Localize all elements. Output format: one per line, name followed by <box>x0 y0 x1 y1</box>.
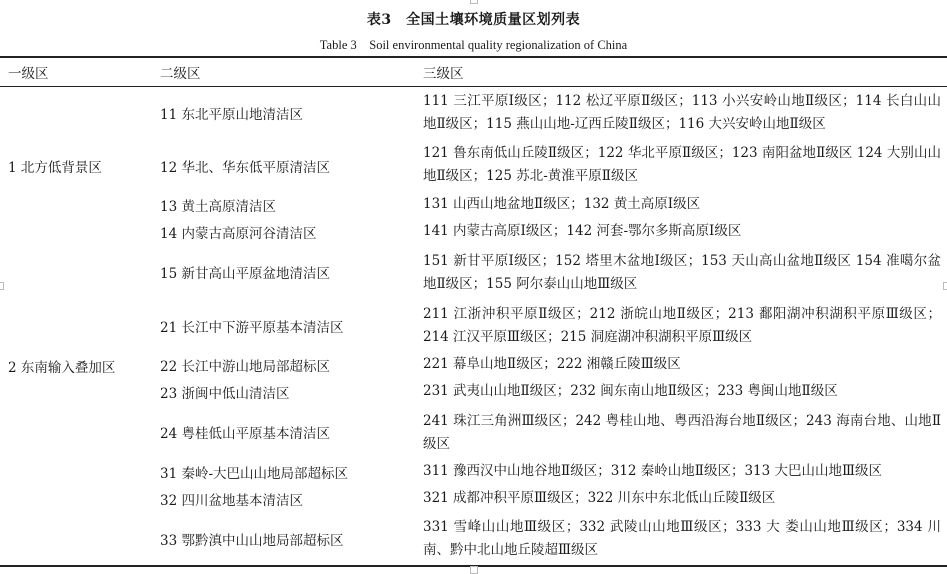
table-caption-zh: 表3 全国土壤环境质量区划列表 <box>366 12 581 28</box>
level3-cell: 311 豫西汉中山地谷地Ⅱ级区；312 秦岭山地Ⅱ级区；313 大巴山山地Ⅲ级区 <box>423 463 883 479</box>
table-caption-en: Table 3 Soil environmental quality regionalization of China <box>319 38 628 52</box>
header-rule <box>0 86 947 87</box>
level3-cell: 331 雪峰山山地Ⅲ级区；332 武陵山山地Ⅲ级区；333 大 娄山山地Ⅲ级区；334 川南、黔中北山地丘陵超Ⅲ级区 <box>423 519 941 558</box>
level2-cell: 14 内蒙古高原河谷清洁区 <box>160 226 317 242</box>
selection-handle <box>943 282 947 290</box>
level1-label-north: 1 北方低背景区 <box>8 160 102 176</box>
selection-handle <box>470 0 478 4</box>
level2-cell: 11 东北平原山地清洁区 <box>160 107 303 123</box>
level1-label-southeast: 2 东南输入叠加区 <box>8 360 116 376</box>
header-level1: 一级区 <box>8 66 49 82</box>
level2-cell: 22 长江中游山地局部超标区 <box>160 359 330 375</box>
level2-cell: 33 鄂黔滇中山山地局部超标区 <box>160 533 344 549</box>
selection-handle <box>0 282 4 290</box>
level3-cell: 221 幕阜山地Ⅱ级区；222 湘赣丘陵Ⅲ级区 <box>423 356 681 372</box>
level2-cell: 23 浙闽中低山清洁区 <box>160 386 290 402</box>
level3-cell: 131 山西山地盆地Ⅱ级区；132 黄土高原Ⅰ级区 <box>423 196 701 212</box>
top-rule <box>0 56 947 58</box>
header-level2: 二级区 <box>160 66 201 82</box>
level3-cell: 241 珠江三角洲Ⅲ级区；242 粤桂山地、粤西沿海台地Ⅱ级区；243 海南台地、山地Ⅱ级区 <box>423 413 941 452</box>
level3-cell: 111 三江平原Ⅰ级区；112 松辽平原Ⅱ级区；113 小兴安岭山地Ⅱ级区；114 长白山山地Ⅱ级区；115 燕山山地-辽西丘陵Ⅱ级区；116 大兴安岭山地Ⅱ级区 <box>423 93 941 132</box>
level2-cell: 12 华北、华东低平原清洁区 <box>160 160 330 176</box>
level3-cell: 321 成都冲积平原Ⅲ级区；322 川东中东北低山丘陵Ⅱ级区 <box>423 490 776 506</box>
header-level3: 三级区 <box>423 66 464 82</box>
selection-handle <box>470 566 478 574</box>
level3-cell: 141 内蒙古高原Ⅰ级区；142 河套-鄂尔多斯高原Ⅰ级区 <box>423 223 742 239</box>
level3-cell: 121 鲁东南低山丘陵Ⅱ级区；122 华北平原Ⅱ级区；123 南阳盆地Ⅱ级区 124 大别山山地Ⅱ级区；125 苏北-黄淮平原Ⅱ级区 <box>423 145 941 184</box>
level2-cell: 31 秦岭-大巴山山地局部超标区 <box>160 466 349 482</box>
level3-cell: 151 新甘平原Ⅰ级区；152 塔里木盆地Ⅰ级区；153 天山高山盆地Ⅱ级区 154 准噶尔盆地Ⅱ级区；155 阿尔泰山山地Ⅲ级区 <box>423 253 941 292</box>
level2-cell: 13 黄土高原清洁区 <box>160 199 276 215</box>
level2-cell: 32 四川盆地基本清洁区 <box>160 493 303 509</box>
level3-cell: 231 武夷山山地Ⅱ级区；232 闽东南山地Ⅱ级区；233 粤闽山地Ⅱ级区 <box>423 383 838 399</box>
level2-cell: 15 新甘高山平原盆地清洁区 <box>160 266 330 282</box>
level2-cell: 21 长江中下游平原基本清洁区 <box>160 320 344 336</box>
level2-cell: 24 粤桂低山平原基本清洁区 <box>160 426 330 442</box>
level3-cell: 211 江浙沖积平原Ⅱ级区；212 浙皖山地Ⅱ级区；213 鄱阳湖冲积湖积平原Ⅲ级区；214 江汉平原Ⅲ级区；215 洞庭湖冲积湖积平原Ⅲ级区 <box>423 306 941 345</box>
